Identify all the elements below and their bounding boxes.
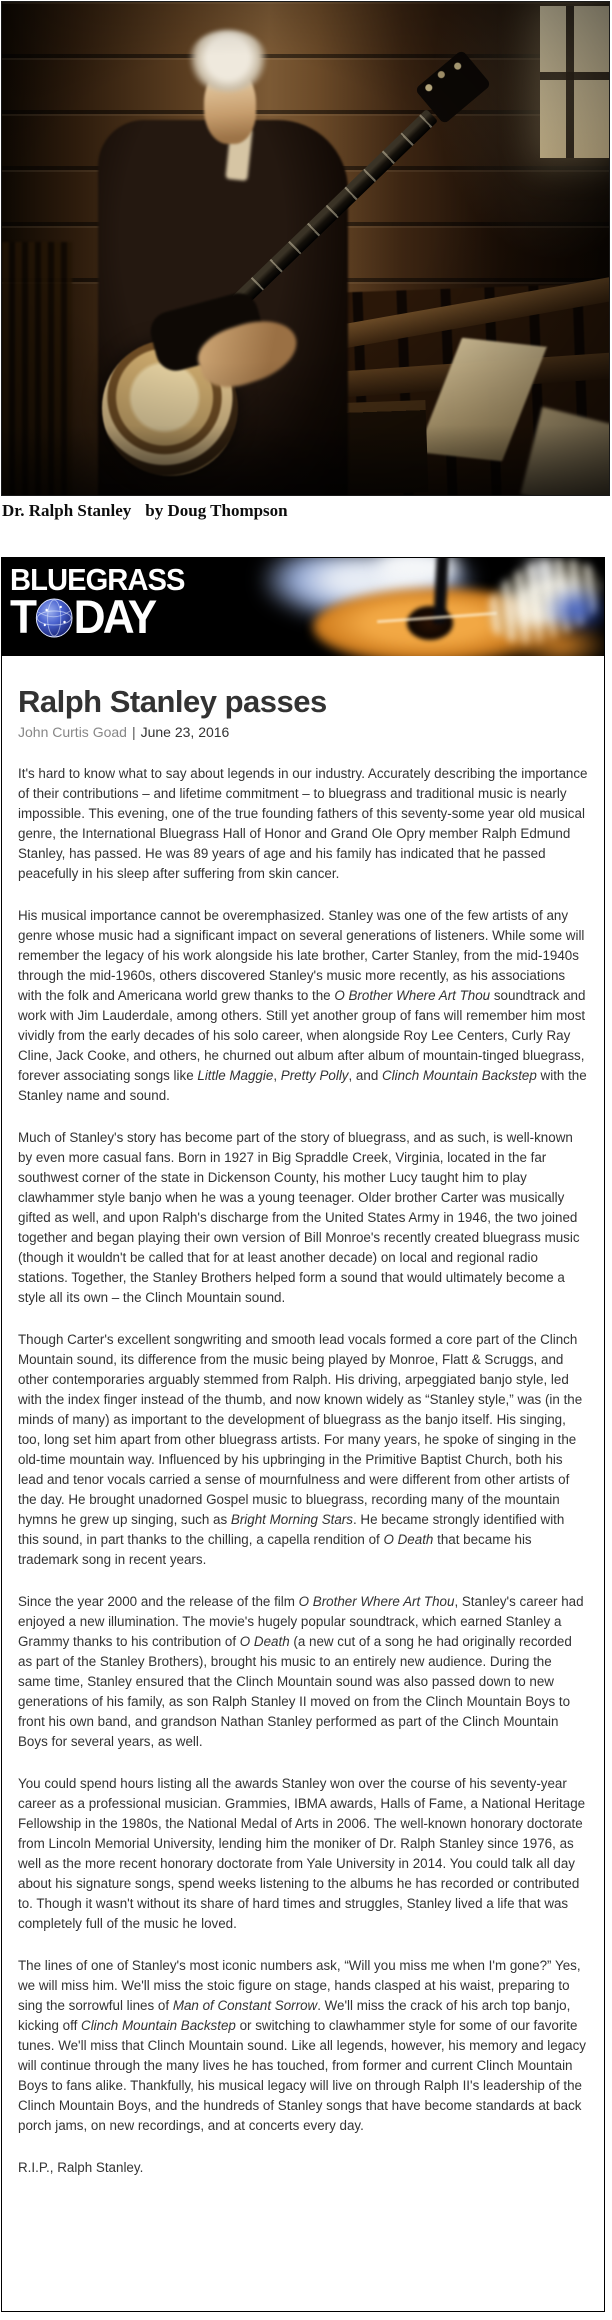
paragraph-text: Much of Stanley's story has become part of the story of bluegrass, and as such, is well-known by even more casual fans. Born in 1927 in Big Spraddle Creek, Virginia, located in the far southwest corner of the state in Dickenson County, his mother Lucy taught him to play clawhammer style banjo when he was a young teenager. Older brother Carter was musically gifted as well, and upon Ralph's discharge from the United States Army in 1946, the two joined together and began playing their own version of Bill Monroe's recently created bluegrass music (though it wouldn't be called that for at least another decade) on local and regional radio stations. Together, the Stanley Brothers helped form a sound that would ultimately become a style all its own – the Clinch Mountain sound. [18, 1130, 580, 1305]
photo-caption-credit: by Doug Thompson [145, 501, 288, 520]
paragraph-text: soundtrack and work with Jim Lauderdale, among others. Still yet another group of fans will remember him most vividly from the early decades of his solo career, when alongside Roy Lee Centers, Curly Ray Cline, Jack Cooke, and others, he churned out album after album of mountain-tinged bluegrass, forever associating songs like [18, 988, 586, 1083]
italic-title-text: Clinch Mountain Backstep [81, 2018, 236, 2033]
bluegrass-today-banner [2, 558, 604, 656]
paragraph-text: . He became strongly identified with this sound, in part thanks to the chilling, a capella rendition of [18, 1512, 565, 1547]
paragraph-text: with the Stanley name and sound. [18, 1068, 587, 1103]
ralph-stanley-photo [1, 1, 610, 496]
paragraph-text: The lines of one of Stanley's most iconic numbers ask, “Will you miss me when I'm gone?” Yes, we will miss him. We'll miss the stoic figure on stage, hands clasped at his waist, preparing to sing the sorrowful lines of [18, 1958, 581, 2013]
paragraph-text: that became his trademark song in recent years. [18, 1532, 532, 1567]
article-card [1, 557, 605, 2312]
article-paragraph [18, 1128, 588, 1308]
guitar-soundhole [407, 606, 453, 640]
article-paragraph [18, 1330, 588, 1570]
italic-title-text: O Brother Where Art Thou [334, 988, 491, 1003]
paragraph-text: Though Carter's excellent songwriting and smooth lead vocals formed a core part of the Clinch Mountain sound, its difference from the music being played by Monroe, Flatt & Scruggs, and other contemporaries arguably stemmed from Ralph. His driving, arpeggiated banjo style, led with the index finger instead of the thumb, and now known widely as “Stanley style,” was (in the minds of many) as important to the development of bluegrass as the banjo itself. His singing, too, long set him apart from other bluegrass artists. For many years, he spoke of singing in the old-time mountain way. Influenced by his upbringing in the Primitive Baptist Church, both his lead and tenor vocals carried a sense of mournfulness and were different from other artists of the day. He brought unadorned Gospel music to bluegrass, recording many of the mountain hymns he grew up singing, such as [18, 1332, 583, 1527]
article-paragraph [18, 906, 588, 1106]
italic-title-text: Clinch Mountain Backstep [382, 1068, 537, 1083]
italic-title-text: Man of Constant Sorrow [172, 1998, 318, 2013]
bluegrass-today-logo[interactable] [10, 562, 185, 644]
globe-icon [35, 598, 73, 638]
page-title: Ralph Stanley passes [18, 684, 327, 719]
photo-caption [2, 501, 302, 521]
italic-title-text: O Death [239, 1634, 290, 1649]
logo-bluegrass-text: BLUEGRASS [10, 562, 185, 597]
paragraph-text: You could spend hours listing all the awards Stanley won over the course of his seventy-year career as a professional musician. Grammies, IBMA awards, Halls of Fame, a National Heritage Fellowship in the 1980s, the National Medal of Arts in 2006. The well-known honorary doctorate from Lincoln Memorial University, lending him the moniker of Dr. Ralph Stanley since 1976, as well as the more recent honorary doctorate from Yale University in 2014. You could talk all day about his signature songs, spend weeks listening to the albums he has recorded or contributed to. Though it wasn't without its share of hard times and struggles, Stanley lived a life that was completely full of the music he loved. [18, 1776, 586, 1931]
italic-title-text: Bright Morning Stars [230, 1512, 353, 1527]
guitar-player-photo [227, 558, 604, 656]
byline-author[interactable]: John Curtis Goad [18, 724, 127, 740]
paragraph-text: , [273, 1068, 281, 1083]
paragraph-text: His musical importance cannot be overemphasized. Stanley was one of the few artists of any genre whose music had a significant impact on several generations of listeners. While some will remember the legacy of his work alongside his late brother, Carter Stanley, from the mid-1940s through the mid-1960s, others discovered Stanley's music more recently, as his associations with the folk and Americana world grew thanks to the [18, 908, 585, 1003]
byline-date: June 23, 2016 [140, 724, 230, 740]
photo-caption-title: Dr. Ralph Stanley [2, 501, 132, 520]
italic-title-text: Pretty Polly [280, 1068, 349, 1083]
paragraph-text: (a new cut of a song he had originally recorded as part of the Stanley Brothers), brought his music to an entirely new audience. During the same time, Stanley ensured that the Clinch Mountain sound was also passed down to new generations of his family, as son Ralph Stanley II moved on from the Clinch Mountain Boys to front his own band, and grandson Nathan Stanley performed as part of the Clinch Mountain Boys for several years, as well. [18, 1634, 572, 1749]
byline-separator: | [131, 724, 136, 740]
article-content [2, 656, 604, 2178]
paragraph-text: or switching to clawhammer style for some of our favorite tunes. We'll miss that Clinch Mountain sound. Like all legends, however, his memory and legacy will continue through the many lives he has touched, from former and current Clinch Mountain Boys to fans alike. Thankfully, his musical legacy will live on through Ralph II's leadership of the Clinch Mountain Boys, and the hundreds of Stanley songs that have become standards at back porch jams, on new recordings, and at concerts every day. [18, 2018, 586, 2133]
orange-stage-blur [510, 622, 604, 656]
paragraph-text: Since the year 2000 and the release of the film [18, 1594, 299, 1609]
article-paragraph [18, 2158, 588, 2178]
photo-vignette [2, 2, 609, 495]
italic-title-text: O Brother Where Art Thou [298, 1594, 455, 1609]
logo-letters-day: DAY [73, 590, 155, 644]
article-paragraph [18, 1774, 588, 1934]
paragraph-text: , and [348, 1068, 382, 1083]
italic-title-text: O Death [383, 1532, 434, 1547]
paragraph-text: It's hard to know what to say about legends in our industry. Accurately describing the importance of their contributions – and lifetime commitment – to bluegrass and traditional music is nearly impossible. This evening, one of the true founding fathers of this seventy-some year old musical genre, the International Bluegrass Hall of Honor and Grand Ole Opry member Ralph Edmund Stanley, has passed. He was 89 years of age and his family has indicated that he passed peacefully in his sleep after suffering from skin cancer. [18, 766, 588, 881]
article-paragraph [18, 764, 588, 884]
paragraph-text: R.I.P., Ralph Stanley. [18, 2160, 144, 2175]
paragraph-text: . We'll miss the crack of his arch top banjo, kicking off [18, 1998, 571, 2033]
article-paragraph [18, 1956, 588, 2136]
article-paragraph [18, 1592, 588, 1752]
italic-title-text: Little Maggie [197, 1068, 274, 1083]
logo-letter-t: T [10, 590, 35, 644]
article-body [18, 764, 588, 2178]
byline [18, 724, 588, 740]
paragraph-text: , Stanley's career had enjoyed a new illumination. The movie's hugely popular soundtrack, which earned Stanley a Grammy thanks to his contribution of [18, 1594, 584, 1649]
logo-today-text [10, 590, 185, 644]
photo-bottom-shade [2, 425, 609, 495]
